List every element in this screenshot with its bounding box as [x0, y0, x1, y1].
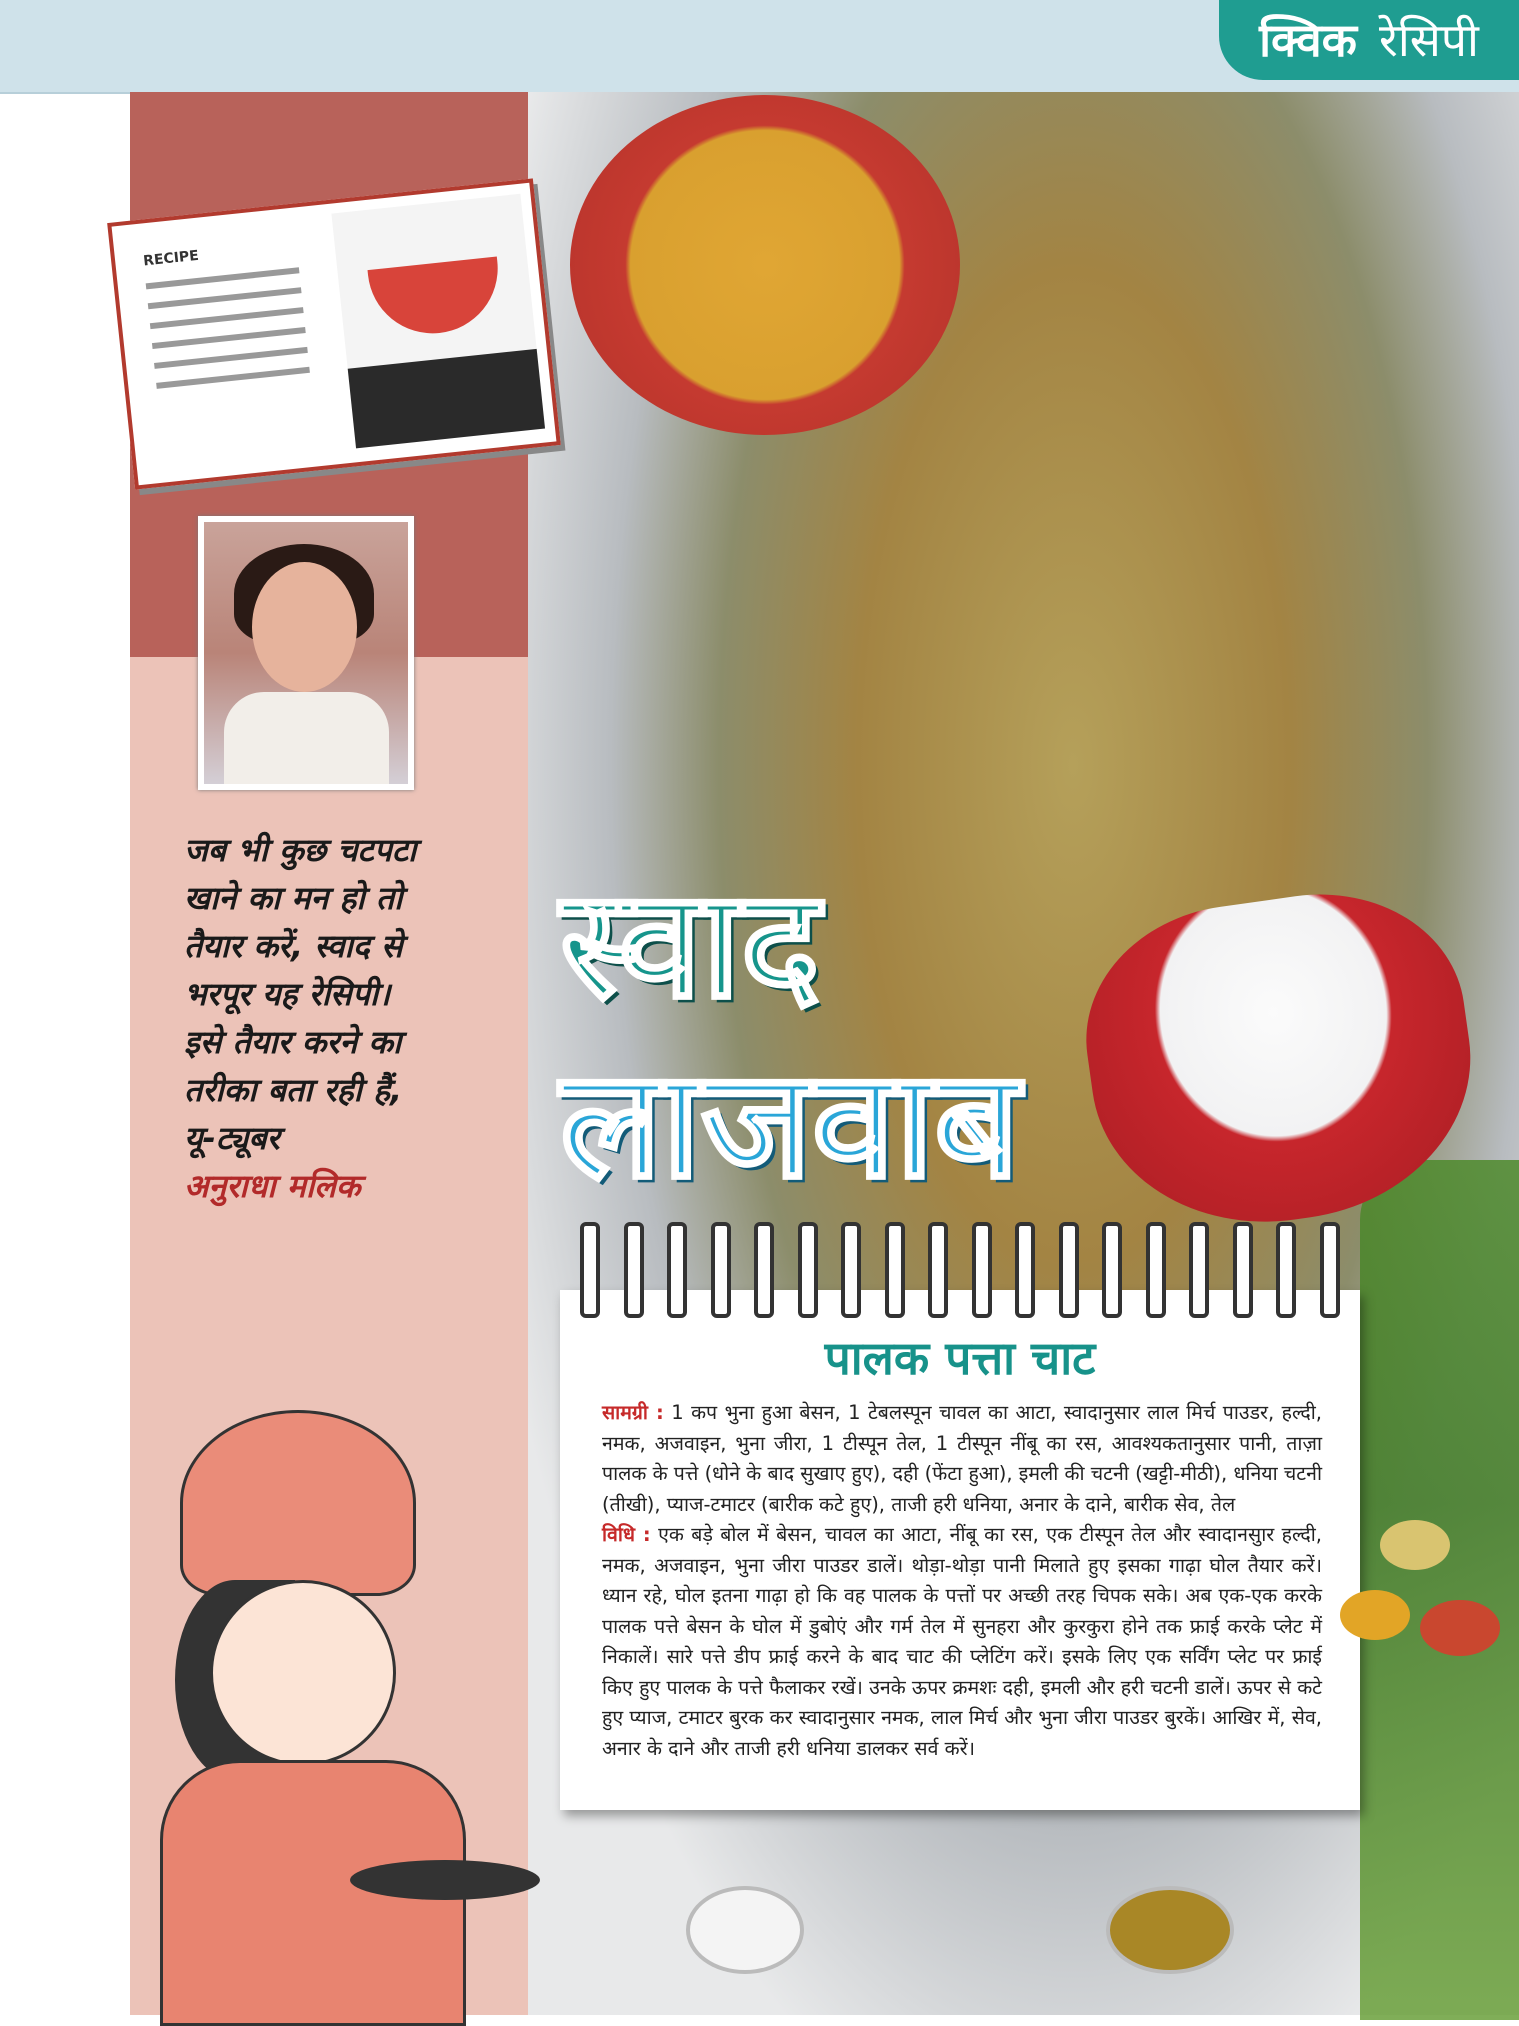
- section-tag-bold: क्विक: [1259, 13, 1357, 67]
- sev-bowl-image: [570, 95, 960, 435]
- section-tag: [1219, 0, 1519, 80]
- headline-line-2: लाजवाब: [560, 1038, 1020, 1212]
- recipe-body: [602, 1398, 1322, 1764]
- ring-icon: [798, 1222, 818, 1318]
- ring-icon: [580, 1222, 600, 1318]
- ring-icon: [841, 1222, 861, 1318]
- ring-icon: [1276, 1222, 1296, 1318]
- ring-icon: [754, 1222, 774, 1318]
- intro-line: खाने का मन हो तो: [184, 879, 403, 917]
- intro-line: इसे तैयार करने का: [184, 1023, 402, 1061]
- ring-icon: [928, 1222, 948, 1318]
- section-tag-light: रेसिपी: [1379, 13, 1479, 67]
- chef-hat-icon: [180, 1410, 416, 1596]
- top-banner: [0, 0, 1519, 94]
- intro-line: तैयार करें, स्वाद से: [184, 927, 403, 965]
- spice-spoon-icon: [1420, 1600, 1500, 1656]
- ring-icon: [1189, 1222, 1209, 1318]
- author-name: अनुराधा मलिक: [184, 1167, 361, 1205]
- chef-illustration: [120, 1410, 540, 2015]
- ring-icon: [1233, 1222, 1253, 1318]
- ingredients-label: सामग्री :: [602, 1401, 664, 1424]
- salt-spoon-icon: [690, 1890, 800, 1970]
- ring-icon: [1146, 1222, 1166, 1318]
- recipe-card: [560, 1290, 1360, 1810]
- intro-line: जब भी कुछ चटपटा: [184, 831, 417, 869]
- ring-icon: [1015, 1222, 1035, 1318]
- ring-icon: [624, 1222, 644, 1318]
- author-photo: [198, 516, 414, 790]
- ring-icon: [885, 1222, 905, 1318]
- ring-icon: [1102, 1222, 1122, 1318]
- intro-text: [184, 826, 504, 1210]
- recipe-book-label: RECIPE: [142, 247, 200, 270]
- intro-line: भरपूर यह रेसिपी।: [184, 975, 391, 1013]
- ring-icon: [1320, 1222, 1340, 1318]
- ring-icon: [972, 1222, 992, 1318]
- ring-icon: [667, 1222, 687, 1318]
- ring-icon: [711, 1222, 731, 1318]
- ingredients-text: 1 कप भुना हुआ बेसन, 1 टेबलस्पून चावल का आटा, स्वादानुसार लाल मिर्च पाउडर, हल्दी, नमक, अजवाइन, भुना जीरा, 1 टीस्पून तेल, 1 टीस्पून नींबू का रस, आवश्यकतानुसार पानी, ताज़ा पालक के पत्ते (धोने के बाद सुखाए हुए), दही (फेंटा हुआ), इमली की चटनी (खट्टी-मीठी), धनिया चटनी (तीखी), प्याज-टमाटर (बारीक कटे हुए), ताजी हरी धनिया, अनार के दाने, बारीक सेव, तेल: [602, 1401, 1322, 1516]
- frying-pan-icon: [350, 1860, 540, 1900]
- spice-spoon-icon: [1380, 1520, 1450, 1570]
- headline-line-1: स्वाद: [560, 858, 821, 1032]
- method-label: विधि :: [602, 1523, 651, 1546]
- spice-spoon-icon: [1340, 1590, 1410, 1640]
- method-text: एक बड़े बोल में बेसन, चावल का आटा, नींबू का रस, एक टीस्पून तेल और स्वादानसुार हल्दी, नमक, अजवाइन, भुना जीरा पाउडर डालें। थोड़ा-थोड़ा पानी मिलाते हुए इसका गाढ़ा घोल तैयार करें। ध्यान रहे, घोल इतना गाढ़ा हो कि वह पालक के पत्तों पर अच्छी तरह चिपक सके। अब एक-एक करके पालक पत्ते बेसन के घोल में डुबोएं और गर्म तेल में सुनहरा और कुरकुरा होने तक फ्राई करके प्लेट में निकालें। सारे पत्ते डीप फ्राई करने के बाद चाट की प्लेटिंग करें। इसके लिए एक सर्विंग प्लेट पर फ्राई किए हुए पालक के पत्ते फैलाकर रखें। उनके ऊपर क्रमशः दही, इमली और हरी चटनी डालें। ऊपर से कटे हुए प्याज, टमाटर बुरक कर स्वादानुसार नमक, लाल मिर्च और भुना जीरा पाउडर बुरकें। आखिर में, सेव, अनार के दाने और ताजी हरी धनिया डालकर सर्व करें।: [602, 1523, 1322, 1760]
- recipe-book-illustration: [107, 178, 561, 489]
- ring-icon: [1059, 1222, 1079, 1318]
- intro-line: तरीका बता रही हैं,: [184, 1071, 403, 1109]
- intro-line: यू-ट्यूबर: [184, 1119, 280, 1157]
- spice-spoon-icon: [1110, 1890, 1230, 1970]
- spiral-binding: [580, 1222, 1340, 1312]
- soup-bowl-icon: [368, 257, 505, 340]
- recipe-title: पालक पत्ता चाट: [824, 1331, 1096, 1385]
- chef-face: [210, 1580, 396, 1766]
